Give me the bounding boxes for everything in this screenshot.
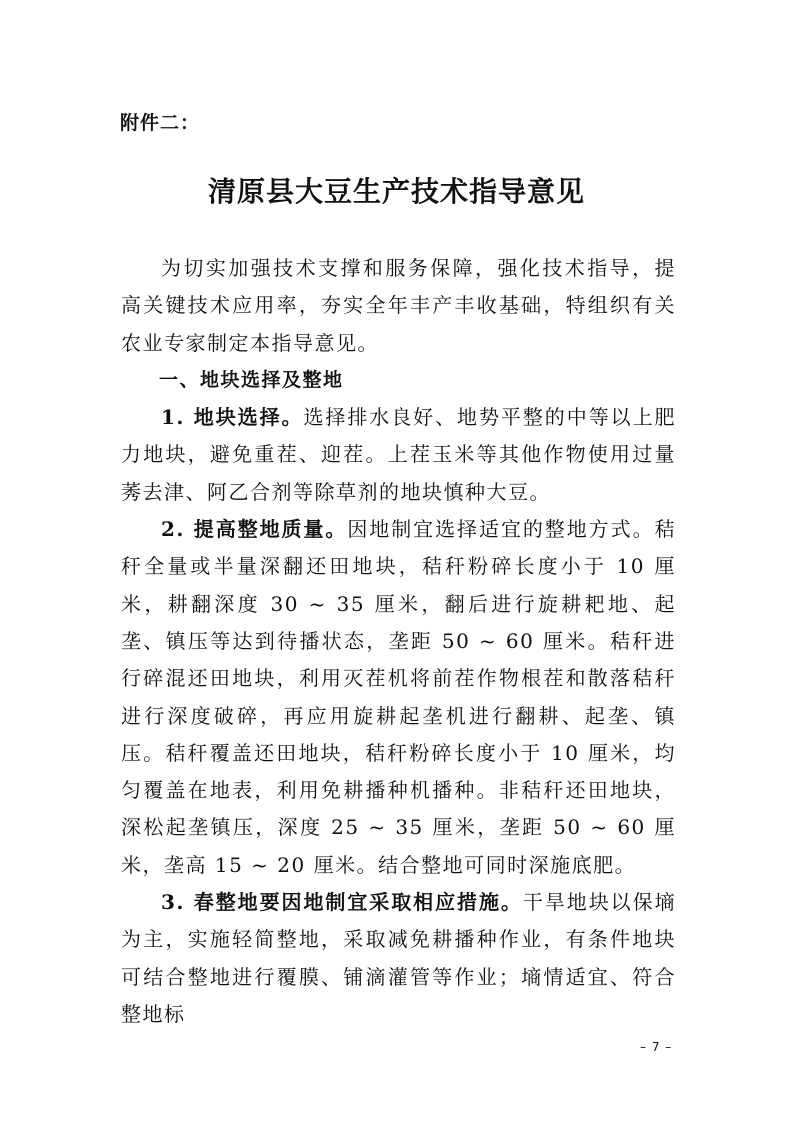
page-number: – 7 – <box>640 1040 673 1054</box>
intro-paragraph: 为切实加强技术支撑和服务保障，强化技术指导，提高关键技术应用率，夯实全年丰产丰收基础，特组织有关农业专家制定本指导意见。 <box>121 256 676 355</box>
item-2-lead: 2. 提高整地质量。 <box>161 517 348 542</box>
document-body <box>121 250 676 1033</box>
item-2-text: 因地制宜选择适宜的整地方式。秸秆全量或半量深翻还田地块，秸秆粉碎长度小于 10 厘米，耕翻深度 30 ~ 35 厘米，翻后进行旋耕耙地、起垄、镇压等达到待播状态，垄距 50 ~ 60 厘米。秸秆进行碎混还田地块，利用灭茬机将前茬作物根茬和散落秸秆进行深度破碎，再应用旋耕起垄机进行翻耕、起垄、镇压。秸秆覆盖还田地块，秸秆粉碎长度小于 10 厘米，均匀覆盖在地表，利用免耕播种机播种。非秸秆还田地块，深松起垄镇压，深度 25 ~ 35 厘米，垄距 50 ~ 60 厘米，垄高 15 ~ 20 厘米。结合整地可同时深施底肥。 <box>121 517 677 877</box>
item-3-paragraph <box>121 884 676 1033</box>
item-3-text: 干旱地块以保墒为主，实施轻简整地，采取减免耕播种作业，有条件地块可结合整地进行覆膜、铺滴灌管等作业；墒情适宜、符合整地标 <box>121 890 677 1026</box>
document-title: 清原县大豆生产技术指导意见 <box>207 175 585 208</box>
section-heading-land-selection: 一、地块选择及整地 <box>159 368 344 391</box>
attachment-label: 附件二： <box>120 112 201 134</box>
item-3-lead: 3. 春整地要因地制宜采取相应措施。 <box>161 890 523 915</box>
item-1-paragraph <box>121 399 676 511</box>
item-1-text: 选择排水良好、地势平整的中等以上肥力地块，避免重茬、迎茬。上茬玉米等其他作物使用过量莠去津、阿乙合剂等除草剂的地块慎种大豆。 <box>121 405 677 504</box>
item-1-lead: 1. 地块选择。 <box>161 405 304 430</box>
item-2-paragraph <box>121 511 676 884</box>
